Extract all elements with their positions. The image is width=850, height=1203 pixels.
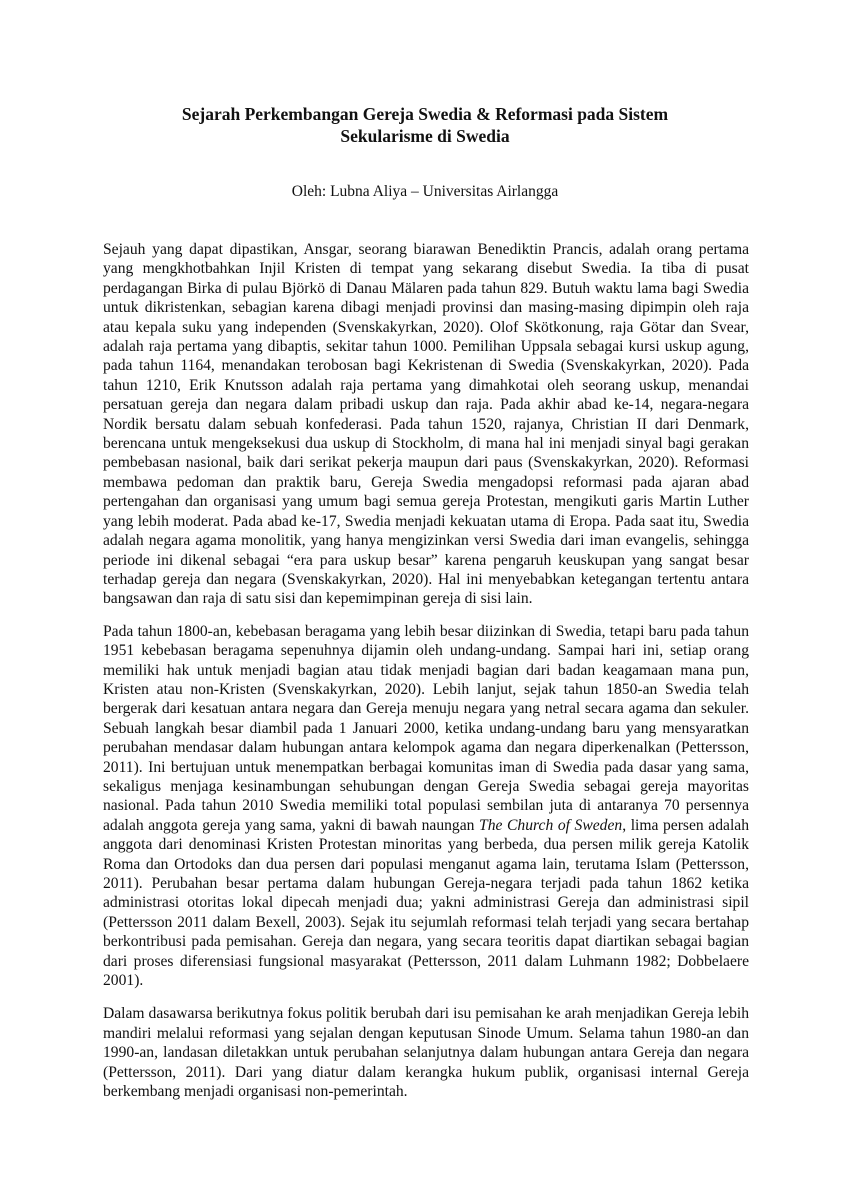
paragraph-1: Sejauh yang dapat dipastikan, Ansgar, seorang biarawan Benediktin Prancis, adalah orang pertama yang mengkhotbahkan Injil Kristen di tempat yang sekarang disebut Swedia. Ia tiba di pusat perdagangan Birka di pulau Björkö di Danau Mälaren pada tahun 829. Butuh waktu lama bagi Swedia untuk dikristenkan, sebagian karena dibagi menjadi provinsi dan masing-masing dipimpin oleh raja atau kepala suku yang independen (Svenskakyrkan, 2020). Olof Skötkonung, raja Götar dan Svear, adalah raja pertama yang dibaptis, sekitar tahun 1000. Pemilihan Uppsala sebagai kursi uskup agung, pada tahun 1164, menandakan terobosan bagi Kekristenan di Swedia (Svenskakyrkan, 2020). Pada tahun 1210, Erik Knutsson adalah raja pertama yang dimahkotai oleh seorang uskup, menandai persatuan gereja dan negara dalam pribadi uskup dan raja. Pada akhir abad ke-14, negara-negara Nordik bersatu dalam sebuah konfederasi. Pada tahun 1520, rajanya, Christian II dari Denmark, berencana untuk mengeksekusi dua uskup di Stockholm, di mana hal ini menjadi sinyal bagi gerakan pembebasan nasional, baik dari serikat pekerja maupun dari paus (Svenskakyrkan, 2020). Reformasi membawa pedoman dan praktik baru, Gereja Swedia mengadopsi reformasi pada ajaran abad pertengahan dan organisasi yang umum bagi semua gereja Protestan, mengikuti garis Martin Luther yang lebih moderat. Pada abad ke-17, Swedia menjadi kekuatan utama di Eropa. Pada saat itu, Swedia adalah negara agama monolitik, yang hanya mengizinkan versi Swedia dari iman evangelis, sehingga periode ini dikenal sebagai “era para uskup besar” karena pengaruh keuskupan yang sangat besar terhadap gereja dan negara (Svenskakyrkan, 2020). Hal ini menyebabkan ketegangan tertentu antara bangsawan dan raja di satu sisi dan kepemimpinan gereja di sisi lain. <box>103 241 749 608</box>
author-line: Oleh: Lubna Aliya – Universitas Airlangga <box>291 183 559 200</box>
paragraph-2 <box>103 622 749 991</box>
paragraph-3: Dalam dasawarsa berikutnya fokus politik berubah dari isu pemisahan ke arah menjadikan Gereja lebih mandiri melalui reformasi yang sejalan dengan keputusan Sinode Umum. Selama tahun 1980-an dan 1990-an, landasan diletakkan untuk perubahan selanjutnya dalam hubungan antara Gereja dan negara (Pettersson, 2011). Dari yang diatur dalam kerangka hukum publik, organisasi internal Gereja berkembang menjadi organisasi non-pemerintah. <box>103 1005 749 1101</box>
church-of-sweden-italic: The Church of Sweden <box>479 816 623 834</box>
paragraph-2-text-b: , lima persen adalah anggota dari denominasi Kristen Protestan minoritas yang berbeda, dua persen milik gereja Katolik Roma dan Ortodoks dan dua persen dari populasi menganut agama lain, terutama Islam (Pettersson, 2011). Perubahan besar pertama dalam hubungan Gereja-negara terjadi pada tahun 1862 ketika administrasi otoritas lokal dipecah menjadi dua; yakni administrasi Gereja dan administrasi sipil (Pettersson 2011 dalam Bexell, 2003). Sejak itu sejumlah reformasi telah terjadi yang secara bertahap berkontribusi pada pemisahan. Gereja dan negara, yang secara teoritis dapat diartikan sebagai bagian dari proses diferensiasi fungsional masyarakat (Pettersson, 2011 dalam Luhmann 1982; Dobbelaere 2001). <box>103 816 749 990</box>
title-line-2: Sekularisme di Swedia <box>340 126 510 146</box>
document-title <box>100 103 750 147</box>
title-line-1: Sejarah Perkembangan Gereja Swedia & Reformasi pada Sistem <box>181 104 669 124</box>
body-text <box>103 240 749 1113</box>
paragraph-2-text-a: Pada tahun 1800-an, kebebasan beragama yang lebih besar diizinkan di Swedia, tetapi baru pada tahun 1951 kebebasan beragama sepenuhnya dijamin oleh undang-undang. Sampai hari ini, setiap orang memiliki hak untuk menjadi bagian atau tidak menjadi bagian dari badan keagamaan mana pun, Kristen atau non-Kristen (Svenskakyrkan, 2020). Lebih lanjut, sejak tahun 1850-an Swedia telah bergerak dari kesatuan antara negara dan Gereja menuju negara yang netral secara agama dan sekuler. Sebuah langkah besar diambil pada 1 Januari 2000, ketika undang-undang baru yang mensyaratkan perubahan mendasar dalam hubungan antara kelompok agama dan negara diperkenalkan (Pettersson, 2011). Ini bertujuan untuk menempatkan berbagai komunitas iman di Swedia pada dasar yang sama, sekaligus menjaga kesinambungan sehubungan dengan Gereja Swedia sebagai gereja mayoritas nasional. Pada tahun 2010 Swedia memiliki total populasi sembilan juta di antaranya 70 persennya adalah anggota gereja yang sama, yakni di bawah naungan <box>103 622 749 834</box>
